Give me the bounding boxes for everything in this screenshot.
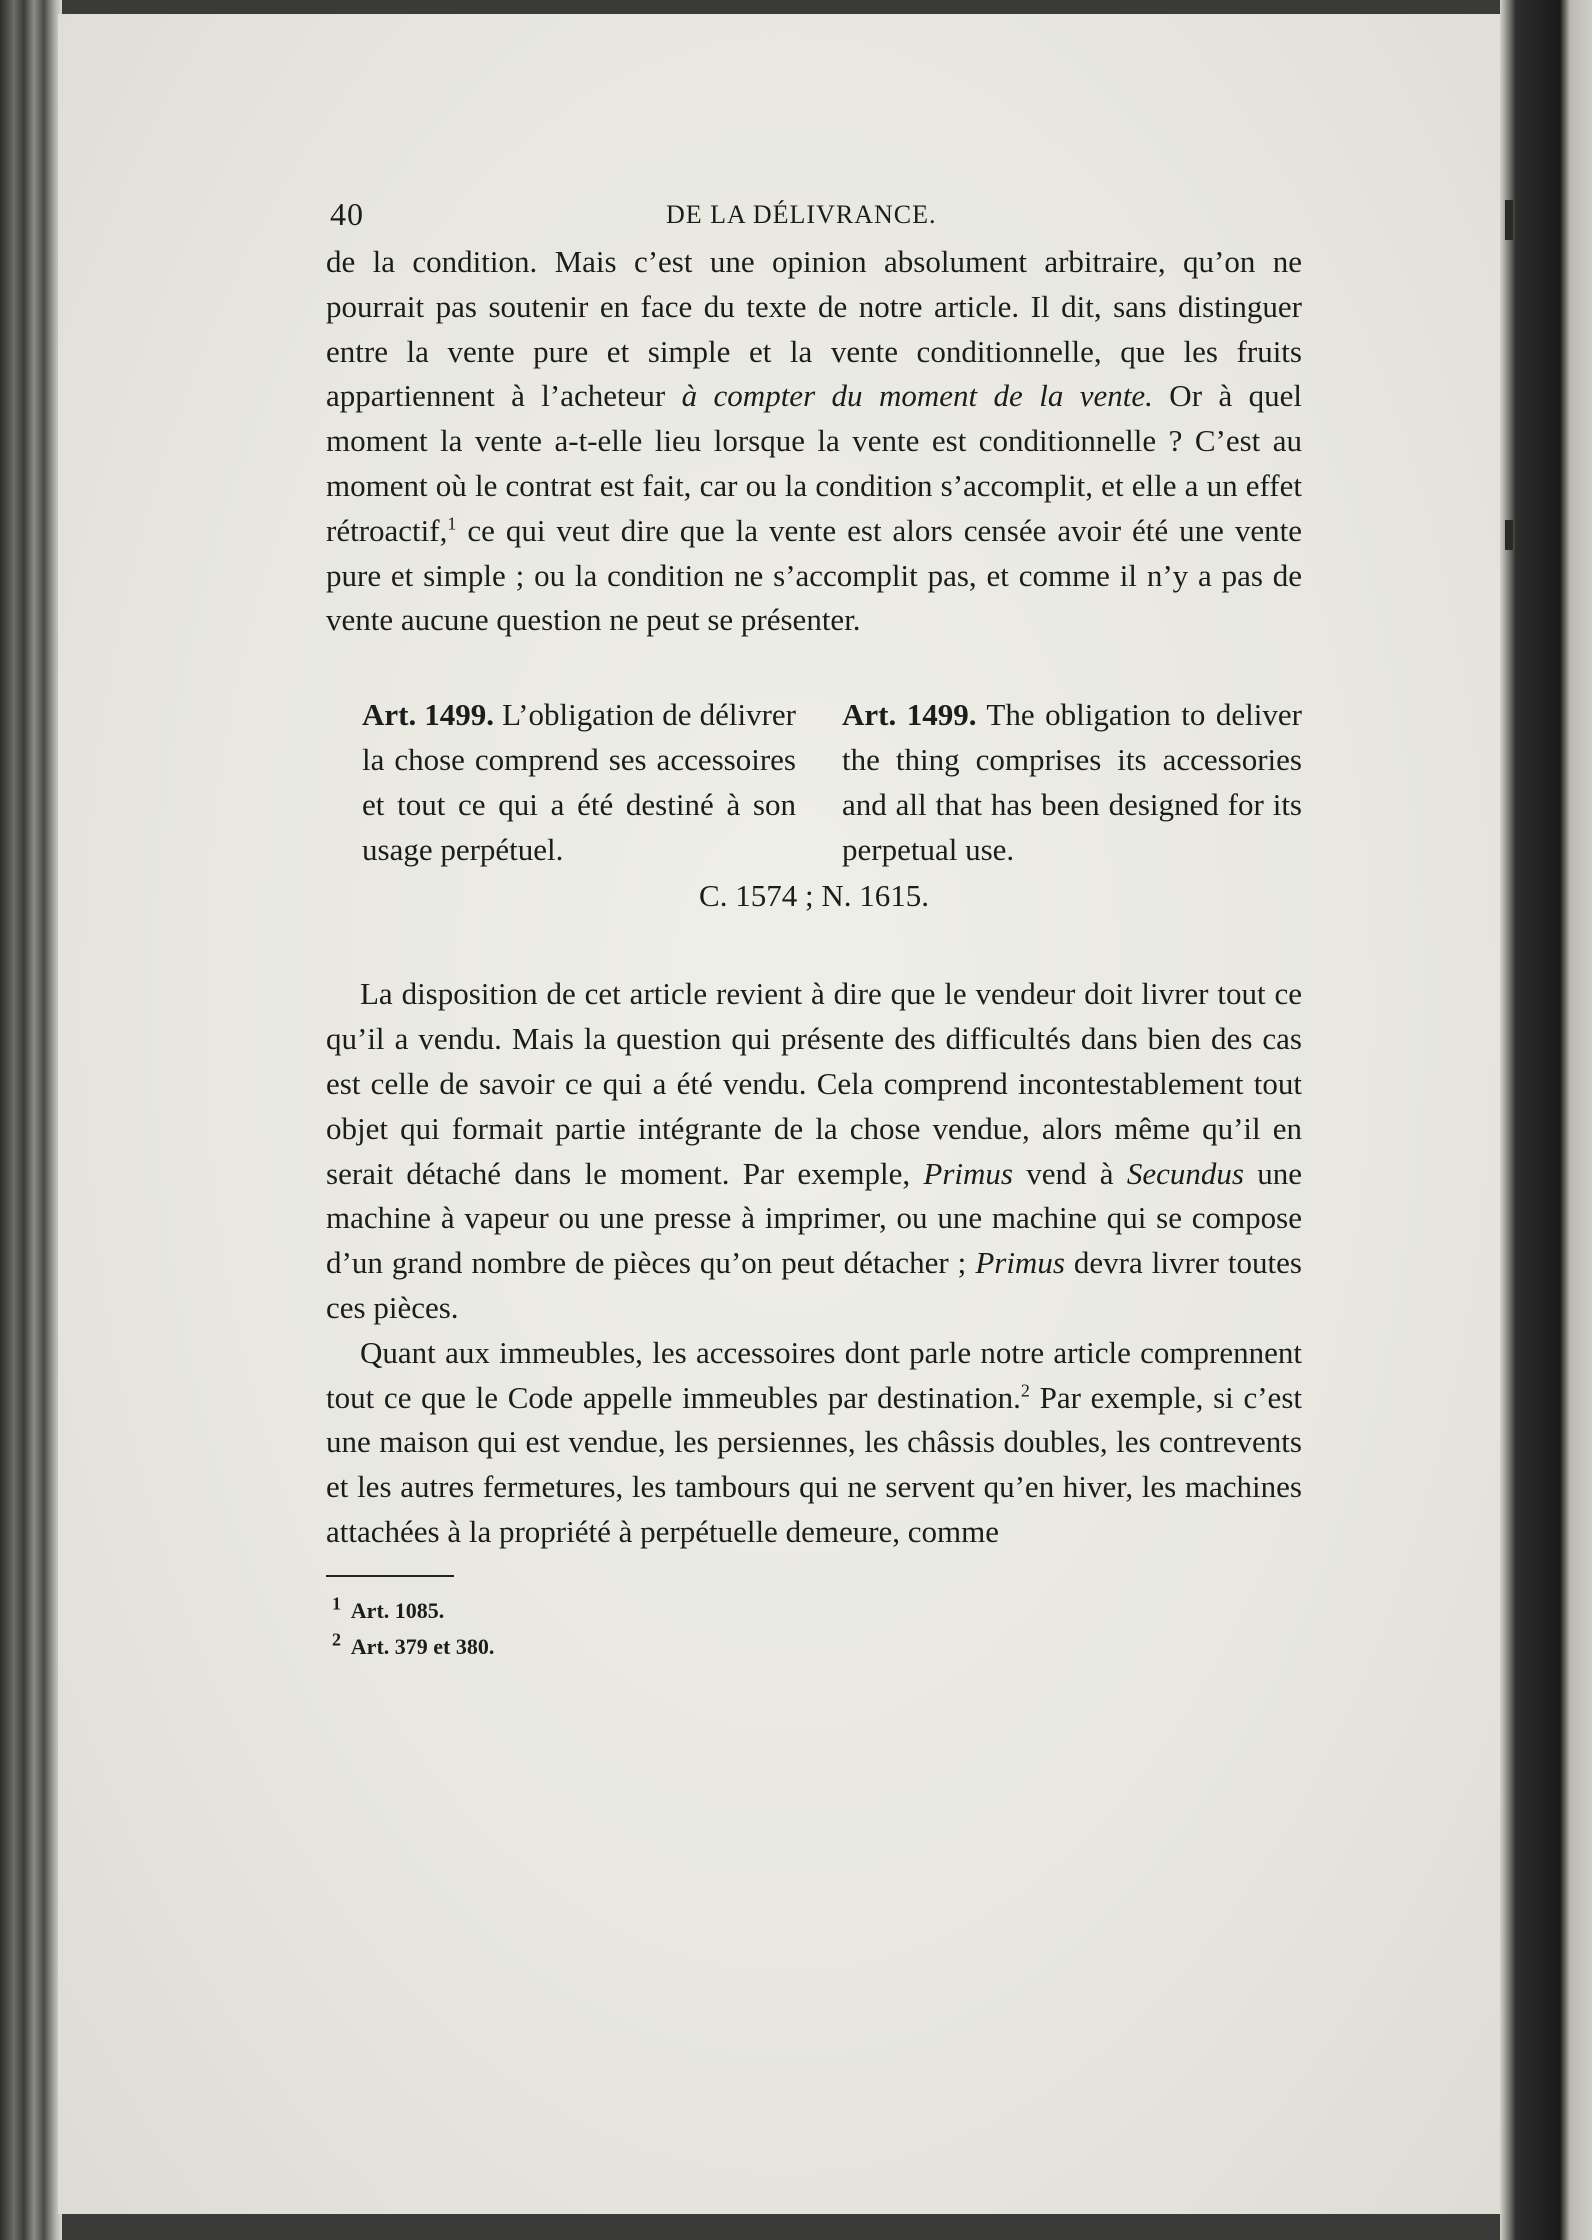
text-run: de la condition. Mais c’est une opinion absolument arbitraire, qu’on ne pourrait pas soutenir en face du texte de notre article. Il dit, sans distinguer entre la vente pure et simple et la vente conditionnelle, que les fruits appartiennent à l’acheteur: [326, 244, 1302, 414]
footnote-marker: 2: [332, 1629, 341, 1650]
book-left-edge: [0, 0, 62, 2240]
footnote: [326, 1593, 1302, 1629]
running-title: DE LA DÉLIVRANCE.: [666, 200, 937, 229]
paragraph-1: [326, 240, 1302, 643]
footnote: [326, 1629, 1302, 1665]
italic-run: Primus: [975, 1245, 1065, 1281]
article-text: The obligation to deliver the thing comprises its accessories and all that has been designed for its perpetual use.: [842, 697, 1302, 867]
article-english: [832, 693, 1302, 872]
article-columns: [326, 693, 1302, 872]
article-references: C. 1574 ; N. 1615.: [699, 878, 929, 914]
spine-mark: [1505, 520, 1513, 550]
footnote-marker: 1: [447, 513, 457, 534]
text-run: La disposition de cet article revient à dire que le vendeur doit livrer tout ce qu’il a vendu. Mais la question qui présente des difficultés dans bien des cas est celle de savoir ce qui a été vendu. Cela comprend incontestablement tout objet qui formait partie intégrante de la chose vendue, alors même qu’il en serait détaché dans le moment. Par exemple,: [326, 976, 1302, 1191]
text-run: Par exemple, si c’est une maison qui est vendue, les persiennes, les châssis doubles, les contrevents et les autres fermetures, les tambours qui ne servent qu’en hiver, les machines attachées à la propriété à perpétuelle demeure, comme: [326, 1379, 1302, 1549]
book-right-edge: [1500, 0, 1592, 2240]
article-text: L’obligation de délivrer la chose comprend ses accessoires et tout ce qui a été destiné à son usage perpétuel.: [362, 697, 796, 867]
italic-run: Secundus: [1126, 1155, 1244, 1191]
footnote-rule: [326, 1575, 454, 1577]
article-french: [326, 693, 796, 872]
text-run: une machine à vapeur ou une presse à imprimer, ou une machine qui se compose d’un grand nombre de pièces qu’on peut détacher ;: [326, 1155, 1302, 1281]
text-run: vend à: [1012, 1155, 1127, 1191]
article-number: Art. 1499.: [842, 697, 977, 733]
footnote-marker: 2: [1020, 1380, 1030, 1401]
footnote-text: Art. 1085.: [350, 1597, 445, 1623]
text-run: ce qui veut dire que la vente est alors censée avoir été une vente pure et simple ; ou la condition ne s’accomplit pas, et comme il n’y a pas de vente aucune question ne peut se présenter.: [326, 512, 1302, 638]
text-run: devra livrer toutes ces pièces.: [326, 1245, 1302, 1325]
article-number: Art. 1499.: [362, 697, 495, 733]
paragraph-2: [326, 972, 1302, 1330]
footnote-text: Art. 379 et 380.: [350, 1633, 495, 1659]
page-content: [326, 196, 1302, 1665]
page-number: 40: [330, 196, 364, 232]
footnote-marker: 1: [332, 1593, 341, 1614]
text-run: Quant aux immeubles, les accessoires dont parle notre article comprennent tout ce que le Code appelle immeubles par destination.: [326, 1334, 1302, 1415]
italic-run: à compter du moment de la vente.: [681, 378, 1153, 414]
running-head: [326, 196, 1302, 240]
spine-mark: [1505, 200, 1513, 240]
text-run: Or à quel moment la vente a-t-elle lieu lorsque la vente est conditionnelle ? C’est au moment où le contrat est fait, car ou la condition s’accomplit, et elle a un effet rétroactif,: [326, 378, 1302, 548]
italic-run: Primus: [923, 1155, 1013, 1191]
paragraph-3: [326, 1331, 1302, 1555]
